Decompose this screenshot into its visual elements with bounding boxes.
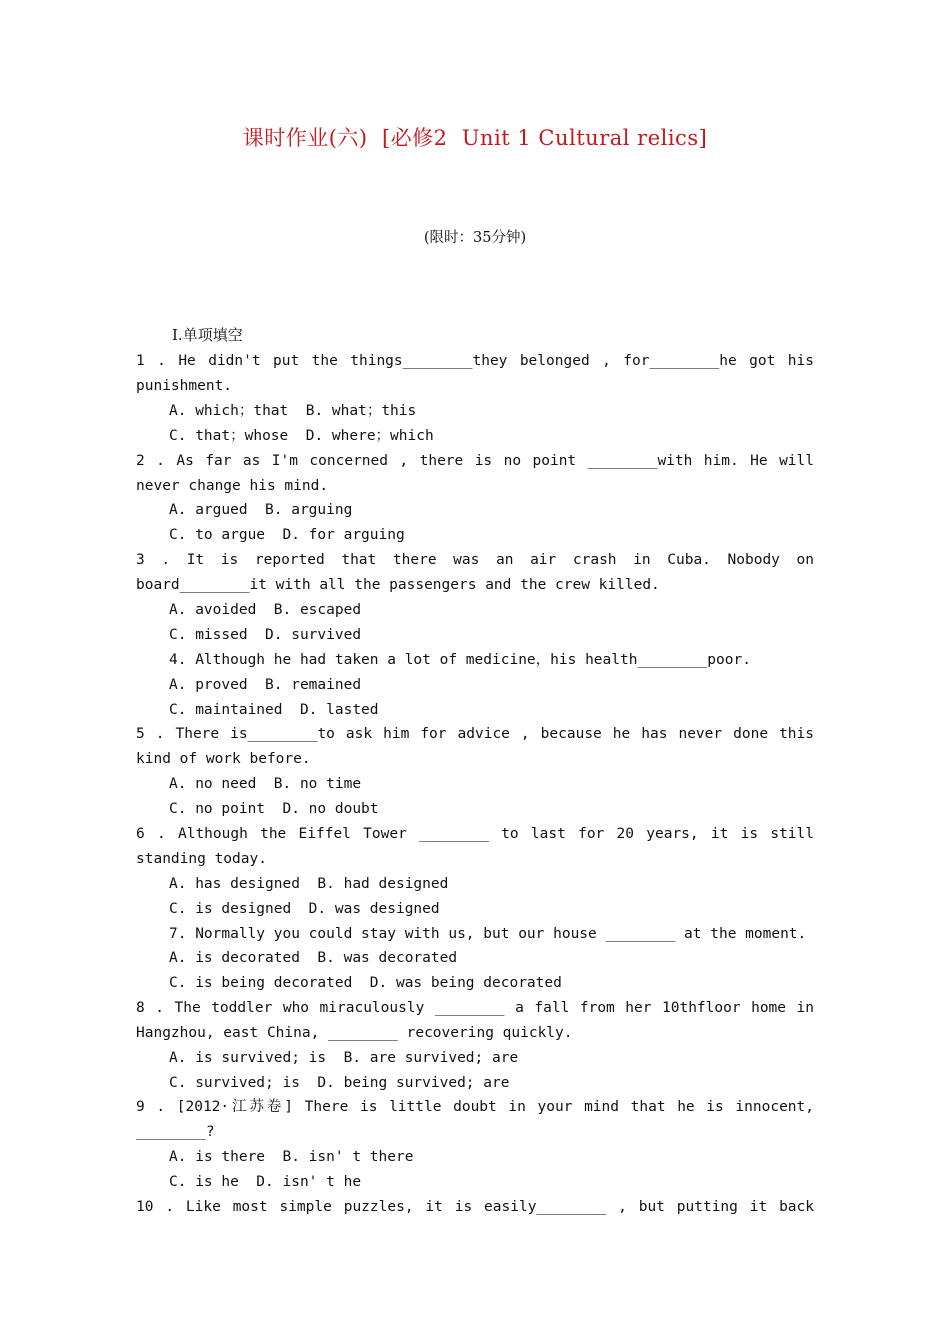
question-7-stem: 7. Normally you could stay with us, but our house ________ at the moment. [169,926,807,942]
question-9-stem-cont: ________? [136,1124,215,1140]
question-2-options-cd: C. to argue D. for arguing [169,527,405,543]
question-9-options-cd: C. is he D. isn' t he [169,1174,362,1190]
question-10-stem: 10 . Like most simple puzzles, it is easily________ , but putting it back [136,1199,814,1215]
question-8-stem-cont: Hangzhou, east China, ________ recovering quickly. [136,1025,573,1041]
question-7-options-ab: A. is decorated B. was decorated [169,950,458,966]
question-8-stem: 8 . The toddler who miraculously ________ a fall from her 10thfloor home in [136,1000,814,1016]
question-5-stem: 5 . There is________to ask him for advice , because he has never done this [136,726,814,742]
question-3-options-cd: C. missed D. survived [169,627,362,643]
question-4-stem: 4. Although he had taken a lot of medicine，his health________poor. [169,652,751,668]
question-3-stem: 3 . It is reported that there was an air crash in Cuba. Nobody on [136,552,814,568]
question-6-stem-cont: standing today. [136,851,267,867]
question-3-options-ab: A. avoided B. escaped [169,602,362,618]
question-5-options-ab: A. no need B. no time [169,776,362,792]
question-8-options-ab: A. is survived; is B. are survived; are [169,1050,519,1066]
question-6-options-cd: C. is designed D. was designed [169,901,440,917]
question-2-options-ab: A. argued B. arguing [169,502,353,518]
time-limit: (限时：35分钟) [423,230,527,246]
question-7-options-cd: C. is being decorated D. was being decorated [169,975,562,991]
question-5-options-cd: C. no point D. no doubt [169,801,379,817]
question-9-options-ab: A. is there B. isn' t there [169,1149,414,1165]
question-9-stem: 9 . [2012·江苏卷] There is little doubt in your mind that he is innocent, [136,1099,814,1115]
question-6-options-ab: A. has designed B. had designed [169,876,449,892]
question-4-options-cd: C. maintained D. lasted [169,702,379,718]
question-1-options-ab: A. which；that B. what；this [169,403,417,419]
question-1-stem-cont: punishment. [136,378,233,394]
question-6-stem: 6 . Although the Eiffel Tower ________ to last for 20 years, it is still [136,826,814,842]
question-3-stem-cont: board________it with all the passengers and the crew killed. [136,577,660,593]
question-8-options-cd: C. survived; is D. being survived; are [169,1075,510,1091]
question-1-stem: 1 . He didn't put the things________they belonged , for________he got his [136,353,814,369]
question-2-stem: 2 . As far as I'm concerned , there is no point ________with him. He will [136,453,814,469]
question-1-options-cd: C. that；whose D. where；which [169,428,434,444]
page-title: 课时作业(六) [必修2 Unit 1 Cultural relics] [242,126,708,150]
question-4-options-ab: A. proved B. remained [169,677,362,693]
section-heading: Ⅰ.单项填空 [172,326,243,344]
question-2-stem-cont: never change his mind. [136,478,329,494]
question-5-stem-cont: kind of work before. [136,751,311,767]
